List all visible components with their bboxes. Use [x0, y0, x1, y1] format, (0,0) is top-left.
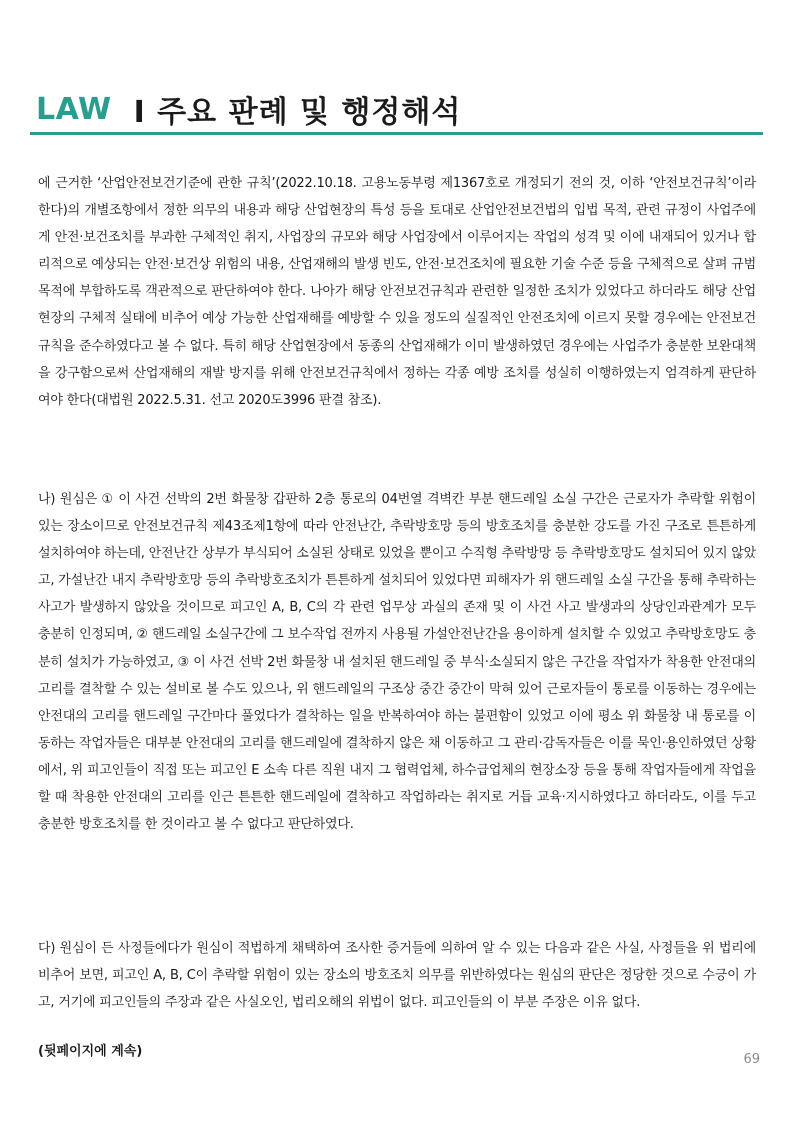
page-header: [36, 86, 461, 132]
continue-note: (뒷페이지에 계속): [38, 1044, 143, 1059]
page-title: Ⅰ 주요 판례 및 행정해석: [133, 95, 462, 130]
paragraph-2: 나) 원심은 ① 이 사건 선박의 2번 화물창 갑판하 2층 통로의 04번열 격벽칸 부분 핸드레일 소실 구간은 근로자가 추락할 위험이 있는 장소이므로 안전보건규칙 제43조제1항에 따라 안전난간, 추락방호망 등의 방호조치를 충분한 강도를 가진 구조로 튼튼하게 설치하여야 하는데, 안전난간 상부가 부식되어 소실된 상태로 있었을 뿐이고 수직형 추락방망 등 추락방호망도 설치되어 있지 않았고, 가설난간 내지 추락방호망 등의 추락방호조치가 튼튼하게 설치되어 있었다면 피해자가 위 핸드레일 소실 구간을 통해 추락하는 사고가 발생하지 않았을 것이므로 피고인 A, B, C의 각 관련 업무상 과실의 존재 및 이 사건 사고 발생과의 상당인과관계가 모두 충분히 인정되며, ② 핸드레일 소실구간에 그 보수작업 전까지 사용될 가설안전난간을 용이하게 설치할 수 있었고 추락방호망도 충분히 설치가 가능하였고, ③ 이 사건 선박 2번 화물창 내 설치된 핸드레일 중 부식·소실되지 않은 구간을 작업자가 착용한 안전대의 고리를 결착할 수 있는 설비로 볼 수도 있으나, 위 핸드레일의 구조상 중간 중간이 막혀 있어 근로자들이 통로를 이동하는 경우에는 안전대의 고리를 핸드레일 구간마다 풀었다가 결착하는 일을 반복하여야 하는 불편함이 있었고 이에 평소 위 화물창 내 통로를 이동하는 작업자들은 대부분 안전대의 고리를 핸드레일에 결착하지 않은 채 이동하고 그 관리·감독자들은 이를 묵인·용인하였던 상황에서, 위 피고인들이 직접 또는 피고인 E 소속 다른 직원 내지 그 협력업체, 하수급업체의 현장소장 등을 통해 작업자들에게 작업을 할 때 착용한 안전대의 고리를 인근 튼튼한 핸드레일에 결착하고 작업하라는 취지로 거듭 교육·지시하였다고 하더라도, 이를 두고 충분한 방호조치를 한 것이라고 볼 수 없다고 판단하였다.: [38, 492, 756, 833]
page-number: 69: [743, 1052, 760, 1067]
paragraph-3: 다) 원심이 든 사정들에다가 원심이 적법하게 채택하여 조사한 증거들에 의하여 알 수 있는 다음과 같은 사실, 사정들을 위 법리에 비추어 보면, 피고인 A, B, C이 추락할 위험이 있는 장소의 방호조치 의무를 위반하였다는 원심의 판단은 정당한 것으로 수긍이 가고, 거기에 피고인들의 주장과 같은 사실오인, 법리오해의 위법이 없다. 피고인들의 이 부분 주장은 이유 없다.: [38, 941, 756, 1011]
paragraph-1: 에 근거한 ‘산업안전보건기준에 관한 규칙’(2022.10.18. 고용노동부령 제1367호로 개정되기 전의 것, 이하 ‘안전보건규칙’이라 한다)의 개별조항에서 정한 의무의 내용과 해당 산업현장의 특성 등을 토대로 산업안전보건법의 입법 목적, 관련 규정이 사업주에게 안전·보건조치를 부과한 구체적인 취지, 사업장의 규모와 해당 사업장에서 이루어지는 작업의 성격 및 이에 내재되어 있거나 합리적으로 예상되는 안전·보건상 위험의 내용, 산업재해의 발생 빈도, 안전·보건조치에 필요한 기술 수준 등을 구체적으로 살펴 규범목적에 부합하도록 객관적으로 판단하여야 한다. 나아가 해당 안전보건규칙과 관련한 일정한 조치가 있었다고 하더라도 해당 산업현장의 구체적 실태에 비추어 예상 가능한 산업재해를 예방할 수 있을 정도의 실질적인 안전조치에 이르지 못할 경우에는 안전보건규칙을 준수하였다고 볼 수 없다. 특히 해당 산업현장에서 동종의 산업재해가 이미 발생하였던 경우에는 사업주가 충분한 보완대책을 강구함으로써 산업재해의 재발 방지를 위해 안전보건규칙에서 정하는 각종 예방 조치를 성실히 이행하였는지 엄격하게 판단하여야 한다(대법원 2022.5.31. 선고 2020도3996 판결 참조).: [38, 176, 756, 408]
header-divider: [30, 132, 763, 135]
law-label: LAW: [36, 91, 112, 127]
